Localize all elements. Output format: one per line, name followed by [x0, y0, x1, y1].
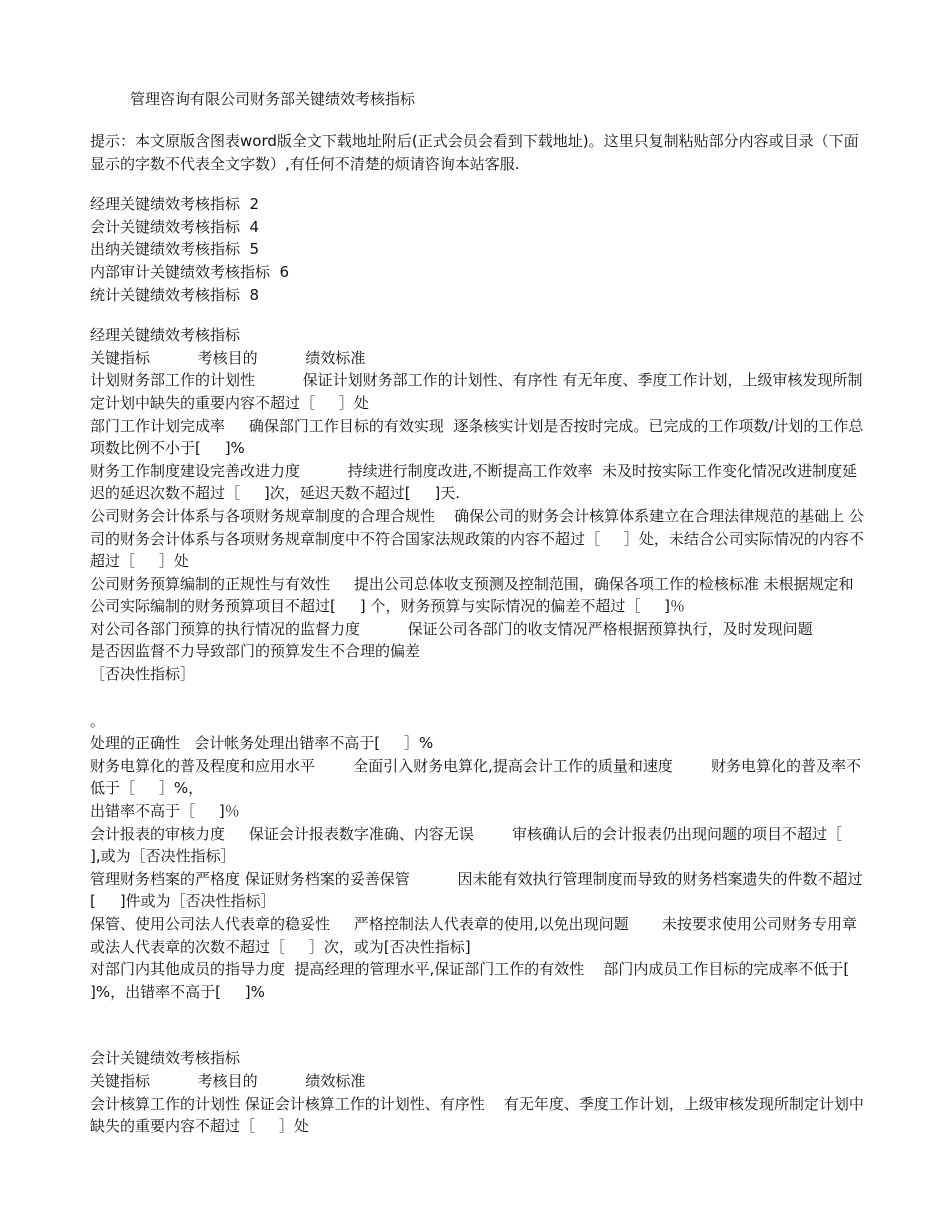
- toc-item: 会计关键绩效考核指标 4: [90, 217, 260, 236]
- table-header: 关键指标 考核目的 绩效标准: [90, 348, 366, 367]
- spacer: [90, 306, 865, 324]
- kpi-row: 对公司各部门预算的执行情况的监督力度 保证公司各部门的收支情况严格根据预算执行，及时发现问题 是否因监督不力导致部门的预算发生不合理的偏差: [90, 619, 861, 661]
- table-header: 关键指标 考核目的 绩效标准: [90, 1071, 366, 1090]
- kpi-row: 保管、使用公司法人代表章的稳妥性 严格控制法人代表章的使用,以免出现问题 未按要求使用公司财务专用章或法人代表章的次数不超过［ ］次，或为[否决性指标]: [90, 915, 857, 956]
- kpi-row: ［否决性指标］: [90, 665, 196, 684]
- download-tip: 提示：本文原版含图表word版全文下载地址附后(正式会员会看到下载地址)。这里只复制粘贴部分内容或目录（下面显示的字数不代表全文字数）,有任何不清楚的烦请咨询本站客服.: [90, 132, 859, 173]
- toc-item: 统计关键绩效考核指标 8: [90, 285, 260, 304]
- kpi-row: 会计报表的审核力度 保证会计报表数字准确、内容无误 审核确认后的会计报表仍出现问题的项目不超过［ ],或为［否决性指标］: [90, 824, 866, 866]
- section-heading: 经理关键绩效考核指标: [90, 326, 241, 345]
- kpi-row: 财务工作制度建设完善改进力度 持续进行制度改进,不断提高工作效率 未及时按实际工作变化情况改进制度延迟的延迟次数不超过［ ]次，延迟天数不超过[ ]天.: [90, 461, 857, 503]
- kpi-row: 管理财务档案的严格度 保证财务档案的妥善保管 因未能有效执行管理制度而导致的财务档案遗失的件数不超过[ ]件或为［否决性指标］: [90, 869, 863, 911]
- toc-item: 出纳关键绩效考核指标 5: [90, 240, 260, 259]
- manager-kpi-section: [90, 324, 874, 1003]
- spacer: [90, 175, 865, 193]
- kpi-row: 对部门内其他成员的指导力度 提高经理的管理水平,保证部门工作的有效性 部门内成员工作目标的完成率不低于[ ]%，出错率不高于[ ]%: [90, 960, 874, 1001]
- spacer: [90, 686, 865, 710]
- kpi-row: 公司财务会计体系与各项财务规章制度的合理合规性 确保公司的财务会计核算体系建立在合理法律规范的基础上 公司的财务会计体系与各项财务规章制度中不符合国家法规政策的内容不超过［ ］处，未结合公司实际情况的内容不超过［ ］处: [90, 506, 864, 571]
- kpi-row: 财务电算化的普及程度和应用水平 全面引入财务电算化,提高会计工作的质量和速度 财务电算化的普及率不低于［ ］%，: [90, 756, 862, 798]
- kpi-row: 出错率不高于［ ]％: [90, 802, 240, 821]
- document-title: 管理咨询有限公司财务部关键绩效考核指标: [130, 90, 416, 108]
- toc-item: 内部审计关键绩效考核指标 6: [90, 262, 290, 281]
- table-of-contents: [90, 193, 865, 306]
- kpi-row: 处理的正确性 会计帐务处理出错率不高于[ ］%: [90, 734, 434, 753]
- document-page: [90, 88, 874, 1138]
- separator-dot: 。: [90, 711, 106, 730]
- accountant-kpi-section: [90, 1047, 865, 1137]
- kpi-row: 公司财务预算编制的正规性与有效性 提出公司总体收支预测及控制范围，确保各项工作的检核标准 未根据规定和公司实际编制的财务预算项目不超过[ ] 个，财务预算与实际情况的偏差不超过［ ]％: [90, 574, 854, 616]
- kpi-row: 会计核算工作的计划性 保证会计核算工作的计划性、有序性 有无年度、季度工作计划，上级审核发现所制定计划中缺失的重要内容不超过［ ］处: [90, 1094, 864, 1136]
- kpi-row: 计划财务部工作的计划性 保证计划财务部工作的计划性、有序性 有无年度、季度工作计划，上级审核发现所制定计划中缺失的重要内容不超过［ ］处: [90, 371, 863, 412]
- spacer: [90, 1025, 865, 1047]
- section-heading: 会计关键绩效考核指标: [90, 1049, 241, 1068]
- spacer: [90, 1003, 865, 1025]
- kpi-row: 部门工作计划完成率 确保部门工作目标的有效实现 逐条核实计划是否按时完成。已完成的工作项数/计划的工作总项数比例不小于[ ]%: [90, 416, 864, 458]
- toc-item: 经理关键绩效考核指标 2: [90, 195, 260, 214]
